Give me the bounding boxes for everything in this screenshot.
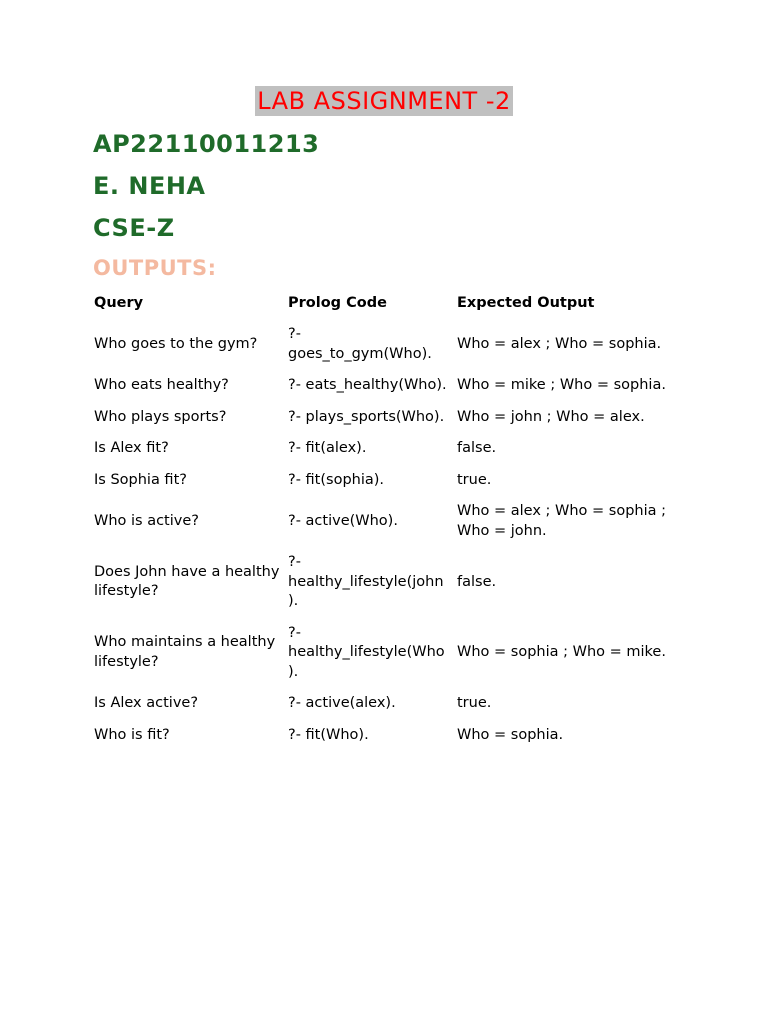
table-row — [90, 618, 680, 689]
student-section: CSE-Z — [93, 214, 175, 242]
table-row — [90, 547, 680, 618]
cell-query: Who is fit? — [94, 726, 170, 743]
cell-query: Does John have a healthy lifestyle? — [94, 563, 280, 600]
table-row — [90, 402, 680, 434]
column-header-expected-output: Expected Output — [457, 295, 595, 311]
table-row — [90, 465, 680, 497]
cell-code: ?- plays_sports(Who). — [288, 408, 445, 425]
cell-query: Who goes to the gym? — [94, 335, 258, 352]
cell-query: Who is active? — [94, 512, 199, 529]
cell-query: Is Alex fit? — [94, 440, 169, 456]
column-header-prolog-code: Prolog Code — [288, 295, 387, 311]
student-id: AP22110011213 — [93, 130, 320, 158]
cell-output: Who = john ; Who = alex. — [457, 408, 645, 425]
column-header-query: Query — [94, 295, 144, 311]
page-title: LAB ASSIGNMENT -2 — [257, 87, 511, 115]
cell-code: ?- fit(sophia). — [288, 471, 385, 488]
outputs-heading: OUTPUTS: — [93, 256, 217, 280]
cell-code: ?- active(Who). — [288, 512, 398, 529]
cell-output: Who = sophia ; Who = mike. — [457, 644, 666, 660]
table-header-row — [90, 289, 680, 319]
cell-code: ?- fit(Who). — [288, 726, 369, 743]
cell-output: false. — [457, 573, 497, 590]
cell-output: Who = mike ; Who = sophia. — [457, 377, 666, 393]
cell-output: false. — [457, 440, 497, 456]
cell-output: Who = alex ; Who = sophia ; Who = john. — [457, 503, 667, 539]
cell-query: Who eats healthy? — [94, 377, 229, 393]
table-row — [90, 319, 680, 370]
cell-code: ?- healthy_lifestyle(Who). — [288, 624, 445, 680]
cell-code: ?- goes_to_gym(Who). — [288, 326, 432, 362]
cell-output: Who = sophia. — [457, 726, 564, 743]
cell-query: Is Alex active? — [94, 695, 199, 711]
table-row — [90, 688, 680, 720]
cell-code: ?- active(alex). — [288, 695, 396, 711]
cell-query: Is Sophia fit? — [94, 471, 187, 488]
title-container — [0, 86, 768, 116]
query-results-table — [90, 289, 680, 751]
table-row — [90, 496, 680, 547]
cell-query: Who maintains a healthy lifestyle? — [94, 634, 276, 670]
cell-code: ?- fit(alex). — [288, 440, 367, 456]
cell-query: Who plays sports? — [94, 408, 227, 425]
cell-output: true. — [457, 695, 492, 711]
cell-code: ?- eats_healthy(Who). — [288, 377, 447, 393]
table-row — [90, 433, 680, 465]
cell-output: Who = alex ; Who = sophia. — [457, 335, 662, 352]
cell-output: true. — [457, 471, 492, 488]
table-row — [90, 370, 680, 402]
table-row — [90, 720, 680, 752]
cell-code: ?- healthy_lifestyle(john). — [288, 554, 444, 609]
student-name: E. NEHA — [93, 172, 206, 200]
